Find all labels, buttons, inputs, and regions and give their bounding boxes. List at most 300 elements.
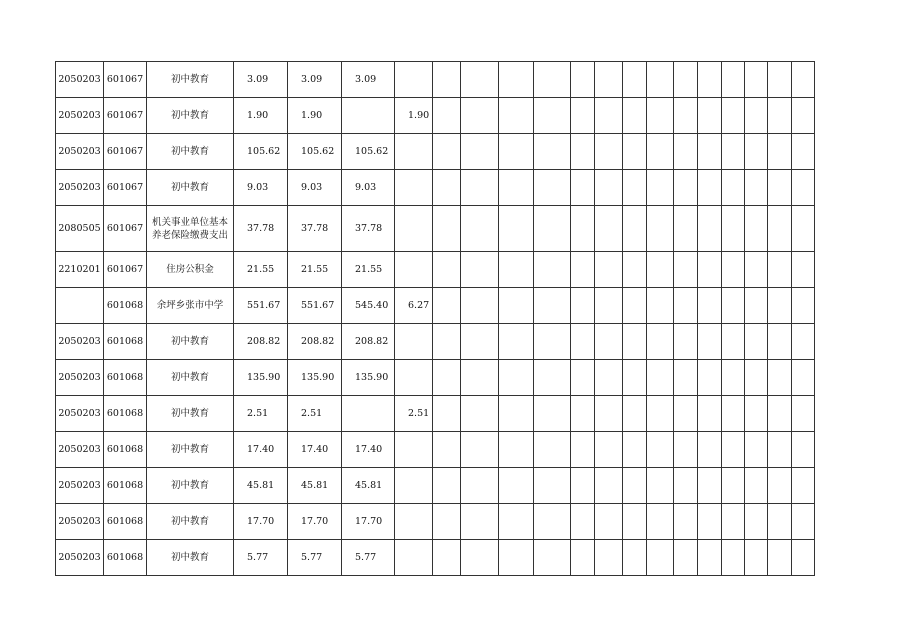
cell-empty (433, 134, 461, 170)
cell-empty (722, 504, 745, 540)
cell-project (395, 134, 433, 170)
cell-empty (595, 252, 623, 288)
cell-subtotal: 135.90 (288, 360, 342, 396)
cell-empty (499, 252, 534, 288)
cell-subtotal: 105.62 (288, 134, 342, 170)
cell-empty (595, 170, 623, 206)
cell-empty (571, 324, 595, 360)
cell-unit-code: 601067 (104, 252, 147, 288)
cell-empty (534, 468, 571, 504)
cell-name: 初中教育 (147, 134, 234, 170)
cell-basic: 5.77 (342, 540, 395, 576)
cell-unit-code: 601067 (104, 98, 147, 134)
cell-total: 37.78 (234, 206, 288, 252)
cell-name: 初中教育 (147, 540, 234, 576)
cell-empty (745, 206, 768, 252)
cell-basic: 105.62 (342, 134, 395, 170)
cell-empty (674, 252, 698, 288)
cell-unit-code: 601068 (104, 540, 147, 576)
cell-empty (534, 62, 571, 98)
cell-empty (698, 432, 722, 468)
cell-empty (792, 324, 815, 360)
cell-empty (623, 504, 647, 540)
cell-basic: 545.40 (342, 288, 395, 324)
cell-subtotal: 208.82 (288, 324, 342, 360)
cell-empty (647, 170, 674, 206)
cell-empty (534, 134, 571, 170)
cell-empty (698, 134, 722, 170)
cell-empty (792, 468, 815, 504)
cell-subtotal: 2.51 (288, 396, 342, 432)
cell-empty (674, 396, 698, 432)
cell-empty (768, 134, 792, 170)
cell-project: 2.51 (395, 396, 433, 432)
cell-empty (722, 468, 745, 504)
cell-empty (595, 396, 623, 432)
cell-empty (595, 432, 623, 468)
cell-empty (534, 432, 571, 468)
cell-empty (792, 170, 815, 206)
budget-table (55, 61, 815, 576)
cell-subtotal: 21.55 (288, 252, 342, 288)
cell-empty (792, 252, 815, 288)
cell-empty (722, 62, 745, 98)
table-row (56, 62, 815, 98)
cell-empty (647, 206, 674, 252)
cell-empty (461, 468, 499, 504)
cell-empty (499, 540, 534, 576)
cell-project (395, 360, 433, 396)
cell-empty (534, 396, 571, 432)
cell-empty (461, 134, 499, 170)
cell-empty (647, 324, 674, 360)
cell-empty (722, 98, 745, 134)
cell-unit-code: 601068 (104, 396, 147, 432)
cell-total: 9.03 (234, 170, 288, 206)
cell-total: 17.70 (234, 504, 288, 540)
cell-empty (674, 432, 698, 468)
cell-empty (698, 170, 722, 206)
cell-total: 17.40 (234, 432, 288, 468)
cell-func-code: 2050203 (56, 432, 104, 468)
cell-empty (698, 288, 722, 324)
cell-unit-code: 601068 (104, 360, 147, 396)
table-row (56, 504, 815, 540)
cell-unit-code: 601067 (104, 62, 147, 98)
cell-empty (722, 288, 745, 324)
cell-empty (623, 134, 647, 170)
cell-empty (595, 324, 623, 360)
cell-empty (571, 170, 595, 206)
cell-total: 208.82 (234, 324, 288, 360)
cell-func-code: 2050203 (56, 396, 104, 432)
cell-empty (745, 432, 768, 468)
table-row (56, 170, 815, 206)
cell-empty (623, 206, 647, 252)
table-row (56, 396, 815, 432)
table-row (56, 540, 815, 576)
cell-empty (534, 98, 571, 134)
cell-empty (534, 360, 571, 396)
cell-empty (623, 98, 647, 134)
cell-empty (499, 432, 534, 468)
cell-name: 机关事业单位基本养老保险缴费支出 (147, 206, 234, 252)
cell-project (395, 170, 433, 206)
cell-total: 45.81 (234, 468, 288, 504)
cell-empty (792, 98, 815, 134)
cell-unit-code: 601067 (104, 134, 147, 170)
cell-empty (623, 540, 647, 576)
cell-unit-code: 601068 (104, 504, 147, 540)
cell-empty (595, 468, 623, 504)
cell-empty (745, 98, 768, 134)
cell-empty (534, 540, 571, 576)
cell-empty (499, 504, 534, 540)
cell-empty (647, 98, 674, 134)
cell-empty (461, 206, 499, 252)
cell-empty (461, 252, 499, 288)
cell-name: 初中教育 (147, 360, 234, 396)
cell-name: 余坪乡张市中学 (147, 288, 234, 324)
cell-empty (499, 360, 534, 396)
cell-name: 初中教育 (147, 432, 234, 468)
cell-empty (647, 540, 674, 576)
cell-empty (461, 504, 499, 540)
cell-empty (674, 206, 698, 252)
cell-empty (595, 98, 623, 134)
cell-name: 住房公积金 (147, 252, 234, 288)
cell-empty (792, 62, 815, 98)
cell-unit-code: 601068 (104, 432, 147, 468)
cell-empty (722, 396, 745, 432)
cell-empty (792, 540, 815, 576)
cell-project (395, 206, 433, 252)
cell-project (395, 540, 433, 576)
cell-unit-code: 601067 (104, 206, 147, 252)
cell-empty (768, 252, 792, 288)
cell-empty (768, 170, 792, 206)
cell-name: 初中教育 (147, 324, 234, 360)
cell-empty (571, 396, 595, 432)
cell-empty (698, 62, 722, 98)
cell-empty (768, 206, 792, 252)
cell-empty (534, 288, 571, 324)
cell-empty (698, 504, 722, 540)
cell-empty (722, 432, 745, 468)
cell-empty (499, 170, 534, 206)
cell-empty (647, 504, 674, 540)
cell-unit-code: 601067 (104, 170, 147, 206)
cell-empty (647, 432, 674, 468)
cell-name: 初中教育 (147, 98, 234, 134)
cell-empty (722, 206, 745, 252)
cell-empty (433, 252, 461, 288)
cell-func-code: 2050203 (56, 170, 104, 206)
cell-func-code: 2050203 (56, 468, 104, 504)
cell-subtotal: 5.77 (288, 540, 342, 576)
cell-empty (461, 170, 499, 206)
cell-empty (768, 468, 792, 504)
cell-empty (571, 98, 595, 134)
cell-empty (792, 134, 815, 170)
cell-basic: 45.81 (342, 468, 395, 504)
cell-project (395, 432, 433, 468)
cell-empty (722, 252, 745, 288)
cell-empty (768, 324, 792, 360)
cell-empty (534, 170, 571, 206)
cell-func-code: 2210201 (56, 252, 104, 288)
cell-project: 1.90 (395, 98, 433, 134)
cell-empty (792, 288, 815, 324)
cell-subtotal: 17.70 (288, 504, 342, 540)
cell-empty (745, 324, 768, 360)
cell-empty (499, 288, 534, 324)
table-row (56, 360, 815, 396)
cell-empty (674, 98, 698, 134)
cell-empty (571, 62, 595, 98)
cell-name: 初中教育 (147, 170, 234, 206)
cell-empty (674, 360, 698, 396)
cell-name: 初中教育 (147, 62, 234, 98)
cell-subtotal: 3.09 (288, 62, 342, 98)
cell-empty (674, 170, 698, 206)
cell-empty (571, 134, 595, 170)
cell-empty (745, 170, 768, 206)
cell-empty (647, 252, 674, 288)
cell-empty (499, 134, 534, 170)
cell-basic: 21.55 (342, 252, 395, 288)
cell-empty (461, 360, 499, 396)
cell-empty (534, 206, 571, 252)
cell-empty (698, 252, 722, 288)
table-row (56, 252, 815, 288)
cell-empty (433, 324, 461, 360)
cell-name: 初中教育 (147, 396, 234, 432)
cell-empty (571, 504, 595, 540)
cell-subtotal: 1.90 (288, 98, 342, 134)
cell-project (395, 252, 433, 288)
cell-empty (768, 540, 792, 576)
cell-func-code: 2050203 (56, 62, 104, 98)
cell-empty (571, 206, 595, 252)
cell-basic (342, 98, 395, 134)
cell-unit-code: 601068 (104, 468, 147, 504)
cell-empty (768, 432, 792, 468)
cell-basic: 3.09 (342, 62, 395, 98)
cell-total: 135.90 (234, 360, 288, 396)
cell-empty (768, 98, 792, 134)
cell-name: 初中教育 (147, 504, 234, 540)
cell-basic: 9.03 (342, 170, 395, 206)
cell-empty (698, 98, 722, 134)
cell-empty (623, 324, 647, 360)
cell-empty (674, 134, 698, 170)
cell-empty (571, 468, 595, 504)
cell-empty (768, 396, 792, 432)
cell-empty (722, 324, 745, 360)
cell-project (395, 468, 433, 504)
cell-empty (433, 288, 461, 324)
cell-empty (745, 360, 768, 396)
cell-empty (595, 206, 623, 252)
table-row (56, 324, 815, 360)
cell-empty (745, 504, 768, 540)
cell-empty (647, 288, 674, 324)
cell-basic: 208.82 (342, 324, 395, 360)
cell-empty (534, 324, 571, 360)
cell-empty (623, 170, 647, 206)
cell-empty (745, 468, 768, 504)
cell-empty (433, 468, 461, 504)
cell-basic: 135.90 (342, 360, 395, 396)
cell-empty (647, 62, 674, 98)
cell-func-code (56, 288, 104, 324)
table-row (56, 432, 815, 468)
cell-total: 5.77 (234, 540, 288, 576)
cell-subtotal: 45.81 (288, 468, 342, 504)
cell-empty (745, 288, 768, 324)
cell-empty (647, 396, 674, 432)
cell-empty (499, 62, 534, 98)
cell-empty (674, 504, 698, 540)
cell-basic: 17.70 (342, 504, 395, 540)
cell-empty (623, 62, 647, 98)
cell-func-code: 2050203 (56, 360, 104, 396)
cell-subtotal: 17.40 (288, 432, 342, 468)
cell-empty (461, 432, 499, 468)
cell-empty (595, 62, 623, 98)
cell-empty (571, 540, 595, 576)
cell-empty (722, 360, 745, 396)
cell-subtotal: 37.78 (288, 206, 342, 252)
cell-empty (674, 468, 698, 504)
cell-empty (722, 134, 745, 170)
cell-empty (595, 360, 623, 396)
cell-empty (499, 98, 534, 134)
cell-empty (571, 288, 595, 324)
cell-total: 1.90 (234, 98, 288, 134)
cell-basic (342, 396, 395, 432)
cell-empty (792, 206, 815, 252)
cell-empty (768, 288, 792, 324)
cell-empty (433, 432, 461, 468)
cell-empty (433, 170, 461, 206)
cell-empty (433, 360, 461, 396)
cell-empty (674, 540, 698, 576)
cell-unit-code: 601068 (104, 324, 147, 360)
cell-func-code: 2050203 (56, 504, 104, 540)
cell-empty (768, 62, 792, 98)
cell-func-code: 2080505 (56, 206, 104, 252)
cell-func-code: 2050203 (56, 98, 104, 134)
cell-empty (647, 134, 674, 170)
cell-empty (499, 468, 534, 504)
cell-empty (623, 252, 647, 288)
cell-empty (433, 504, 461, 540)
cell-empty (433, 98, 461, 134)
cell-basic: 37.78 (342, 206, 395, 252)
cell-empty (698, 396, 722, 432)
cell-total: 105.62 (234, 134, 288, 170)
cell-empty (461, 396, 499, 432)
cell-empty (534, 504, 571, 540)
cell-empty (499, 206, 534, 252)
cell-empty (722, 170, 745, 206)
cell-empty (433, 540, 461, 576)
cell-empty (745, 62, 768, 98)
cell-project (395, 324, 433, 360)
cell-empty (461, 62, 499, 98)
table-row (56, 468, 815, 504)
cell-empty (595, 540, 623, 576)
cell-empty (571, 252, 595, 288)
cell-func-code: 2050203 (56, 540, 104, 576)
cell-empty (595, 504, 623, 540)
cell-total: 2.51 (234, 396, 288, 432)
cell-empty (647, 360, 674, 396)
cell-empty (698, 360, 722, 396)
cell-total: 21.55 (234, 252, 288, 288)
cell-empty (461, 324, 499, 360)
cell-empty (745, 396, 768, 432)
cell-empty (595, 134, 623, 170)
cell-subtotal: 551.67 (288, 288, 342, 324)
cell-empty (722, 540, 745, 576)
cell-empty (674, 324, 698, 360)
cell-project (395, 62, 433, 98)
cell-empty (698, 206, 722, 252)
cell-empty (768, 360, 792, 396)
cell-empty (623, 468, 647, 504)
cell-empty (745, 134, 768, 170)
cell-name: 初中教育 (147, 468, 234, 504)
cell-empty (623, 396, 647, 432)
cell-empty (433, 62, 461, 98)
cell-empty (674, 288, 698, 324)
cell-empty (595, 288, 623, 324)
cell-empty (792, 360, 815, 396)
cell-total: 551.67 (234, 288, 288, 324)
cell-empty (792, 432, 815, 468)
cell-empty (499, 324, 534, 360)
cell-project (395, 504, 433, 540)
table-row (56, 206, 815, 252)
cell-empty (461, 540, 499, 576)
cell-empty (745, 540, 768, 576)
cell-empty (433, 206, 461, 252)
cell-basic: 17.40 (342, 432, 395, 468)
cell-subtotal: 9.03 (288, 170, 342, 206)
cell-empty (698, 468, 722, 504)
cell-empty (461, 98, 499, 134)
cell-empty (623, 360, 647, 396)
cell-empty (534, 252, 571, 288)
cell-total: 3.09 (234, 62, 288, 98)
table-row (56, 288, 815, 324)
cell-empty (792, 504, 815, 540)
cell-empty (499, 396, 534, 432)
cell-empty (745, 252, 768, 288)
cell-func-code: 2050203 (56, 134, 104, 170)
cell-empty (674, 62, 698, 98)
cell-empty (623, 288, 647, 324)
cell-empty (571, 360, 595, 396)
cell-empty (461, 288, 499, 324)
table-row (56, 134, 815, 170)
cell-empty (698, 540, 722, 576)
cell-empty (768, 504, 792, 540)
cell-empty (623, 432, 647, 468)
